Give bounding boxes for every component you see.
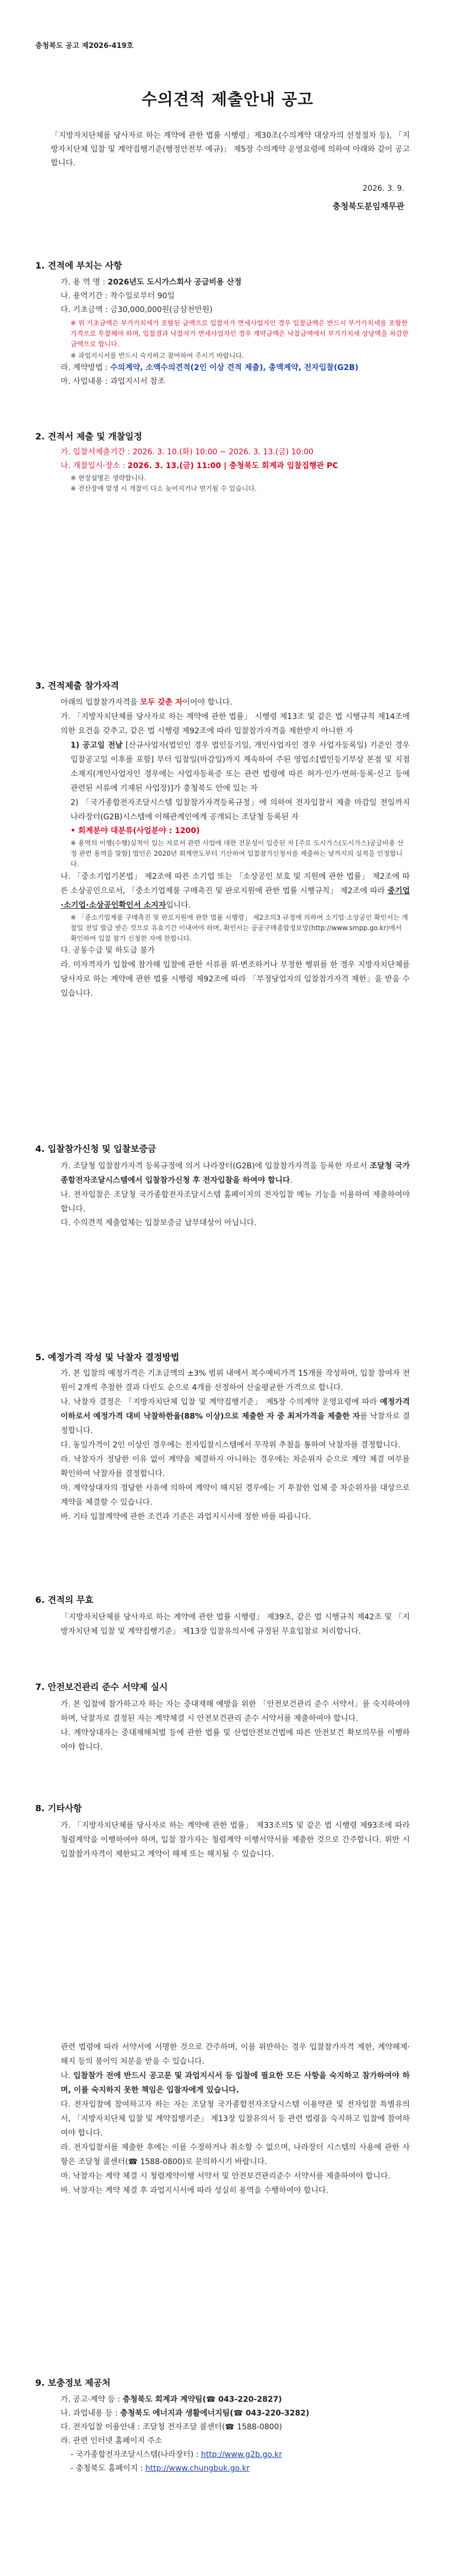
s5-item-ga: 가. 본 입찰의 예정가격은 기초금액의 ±3% 범위 내에서 복수예비가격 15개를 작성하며, 입찰 참여자 전원이 2개씩 추첨한 결과 다빈도 순으로 4개를 선정하여 산술평균한 가격으로 합니다. [61, 1369, 410, 1392]
s1-task-note: ※ 과업지시서를 반드시 숙지하고 참여하여 주시기 바랍니다. [71, 352, 244, 359]
s3-item-na: 나. 「중소기업기본법」 제2조에 따른 소기업 또는 「소상공인 보호 및 지원에 관한 법률」 제2조에 따른 소상공인으로서, 「중소기업제품 구매촉진 및 판로지원에 관한 법률 시행규칙」 제2조에 따라 중기업·소기업·소상공인확인서 소지자입니다. [61, 872, 410, 910]
section-1-heading: 1. 견적에 부치는 사항 [35, 260, 122, 271]
s3-item-ra: 라. 미자격자가 입찰에 참가해 입찰에 관한 서류를 위·변조하거나 부정한 행위를 한 경우 지방자치단체를 당사자로 하는 계약에 관한 법률 시행령 제92조에 따라 「부정당업자의 입찰참가자격 제한」을 받을 수 있습니다. [61, 960, 410, 998]
s8-item-ma: 마. 낙찰자는 계약 체결 시 청렴계약이행 서약서 및 안전보건관리준수 서약서를 제출하여야 합니다. [61, 2172, 391, 2181]
notice-number: 충청북도 공고 제2026-419호 [35, 42, 134, 50]
s5-item-ra: 라. 낙찰자가 정당한 이유 없이 계약을 체결하지 아니하는 경우에는 차순위자 순으로 계약 체결 여부를 확인하여 낙찰자를 결정합니다. [61, 1455, 410, 1478]
intro-paragraph: 「지방자치단체를 당사자로 하는 계약에 관한 법률 시행령」제30조(수의계약 대상자의 선정절차 등), 「지방자치단체 입찰 및 계약집행기준(행정안전부 예규)」 제5장 수의계약 운영요령에 의하여 아래와 같이 공고합니다. [51, 131, 410, 168]
s5-item-ba: 바. 기타 입찰계약에 관한 조건과 기준은 과업지시서에 정한 바를 따릅니다. [61, 1512, 311, 1521]
s4-item-da: 다. 수의견적 제출업체는 입찰보증금 납부대상이 아닙니다. [61, 1219, 257, 1227]
g2b-link[interactable]: http://www.g2b.go.kr [201, 2450, 282, 2459]
notice-date: 2026. 3. 9. [362, 184, 404, 193]
s4-item-ga: 가. 조달청 입찰참가자격 등록규정에 의거 나라장터(G2B)에 입찰참가자격을 등록한 자로서 조달청 국가종합전자조달시스템에서 입찰참가신청 후 전자입찰을 하여야 합니다. [61, 1162, 410, 1185]
s3-item-ga-2-note: • 회계분야 대분류(사업분야 : 1200) [71, 827, 200, 835]
section-2-heading: 2. 견적서 제출 및 개찰일정 [35, 431, 143, 442]
s9-item-da: 다. 전자입찰 이용안내 : 조달청 전자조달 콜센터(☎ 1588-0800) [61, 2423, 282, 2432]
s1-item-service-name: 가. 용 역 명 : 2026년도 도시가스회사 공급비용 산정 [61, 278, 242, 287]
s8-item-ga: 가. 「지방자치단체를 당사자로 하는 계약에 관한 법률」 제33조의5 및 같은 법 시행령 제93조에 따라 청렴계약을 이행하여야 하며, 입찰 참가자는 청렴계약 이행서약서를 제출한 것으로 간주합니다. 위반 시 입찰참가자격이 제한되고 계약이 해제 또는 해지될 수 있습니다. [61, 1821, 410, 1859]
section-8-body [51, 1818, 410, 1861]
s5-item-na: 나. 낙찰자 결정은 「지방자치단체 입찰 및 계약집행기준」 제5장 수의계약 운영요령에 따라 예정가격 이하로서 예정가격 대비 낙찰하한율(88% 이상)으로 제출한 자 중 최저가격을 제출한 자를 낙찰자로 결정합니다. [61, 1398, 410, 1435]
s1-item-base-amount: 다. 기초금액 : 금30,000,000원(금삼천만원) [61, 305, 213, 314]
s3-item-na-note: ※ 「중소기업제품 구매촉진 및 판로지원에 관한 법률 시행령」 제2조의3 규정에 의하여 소기업·소상공인 확인서는 개찰일 전일 발급 받은 것으로 유효기간 이내여야 하며, 확인서는 공공구매종합정보망(http://www.smpp.go.kr)에서 확인하여 입찰 참가 신청한 자에 한합니다. [71, 914, 408, 942]
s9-item-ga: 가. 공고·계약 등 : 충청북도 회계과 계약팀(☎ 043-220-2827) [61, 2395, 282, 2404]
s6-text: 「지방자치단체를 당사자로 하는 계약에 관한 법률 시행령」 제39조, 같은 법 시행규칙 제42조 및 「지방자치단체 입찰 및 계약집행기준」 제13장 입찰유의서에 규정된 무효입찰로 처리합니다. [61, 1613, 410, 1636]
section-9-heading: 9. 보충정보 제공처 [35, 2378, 111, 2388]
s8-item-da: 다. 전자입찰에 참여하고자 하는 자는 조달청 국가종합전자조달시스템 이용약관 및 전자입찰 특별유의서, 「지방자치단체 입찰 및 계약집행기준」 제13장 입찰유의서 등 관련 법령을 숙지하고 입찰에 참여하여야 합니다. [61, 2100, 410, 2138]
s7-item-na: 나. 계약상대자는 중대재해처벌 등에 관한 법률 및 산업안전보건법에 따른 안전보건 확보의무를 이행하여야 합니다. [61, 1729, 410, 1752]
section-7-heading: 7. 안전보건관리 준수 서약제 실시 [35, 1682, 168, 1692]
s3-item-da: 다. 공동수급 및 하도급 불가 [61, 946, 155, 955]
s2-opening-schedule: 나. 개찰일시·장소 : 2026. 3. 13.(금) 11:00 | 충청북도 회계과 입찰집행관 PC [61, 461, 338, 470]
section-1-body [51, 276, 410, 389]
section-3-body [51, 696, 410, 1001]
section-6-heading: 6. 견적의 무효 [35, 1595, 94, 1605]
issuer: 충청북도분임재무관 [332, 201, 404, 211]
s1-vat-note: ※ 위 기초금액은 부가가치세가 포함된 금액으로 입찰자가 면세사업자인 경우 입찰금액은 반드시 부가가치세를 포함한 가격으로 투찰해야 하며, 입찰결과 낙찰자가 면세사업자인 경우 계약금액은 낙찰금액에서 부가가치세 상당액을 차감한 금액으로 합니다. [71, 319, 409, 348]
section-5-body [51, 1366, 410, 1524]
s9-link-g2b: - 국가종합전자조달시스템(나라장터) : http://www.g2b.go.kr [71, 2450, 282, 2459]
s7-item-ga: 가. 본 입찰에 참가하고자 하는 자는 중대재해 예방을 위한 「안전보건관리 준수 서약서」를 숙지하여야 하며, 낙찰자로 결정된 자는 계약체결 시 안전보건관리 준수 서약서를 제출하여야 합니다. [61, 1700, 410, 1723]
section-4-heading: 4. 입찰참가신청 및 입찰보증금 [35, 1144, 156, 1154]
section-5-heading: 5. 예정가격 작성 및 낙찰자 결정방법 [35, 1352, 180, 1362]
chungbuk-link[interactable]: http://www.chungbuk.go.kr [145, 2464, 250, 2473]
s1-item-period: 나. 용역기간 : 착수일로부터 90일 [61, 292, 175, 300]
s9-item-ra: 라. 관련 인터넷 홈페이지 주소 [61, 2437, 162, 2445]
section-2-body [51, 446, 410, 494]
s3-lead: 아래의 입찰참가자격을 모두 갖춘 자이어야 합니다. [61, 698, 232, 707]
s9-link-chungbuk: - 충청북도 홈페이지 : http://www.chungbuk.go.kr [71, 2464, 250, 2473]
s8-item-ba: 바. 낙찰자는 계약 체결 후 과업지시서에 따라 성실히 용역을 수행하여야 합니다. [61, 2186, 329, 2195]
s4-item-na: 나. 전자입찰은 조달청 국가종합전자조달시스템 홈페이지의 전자입찰 메뉴 기능을 이용하여 제출하여야 합니다. [61, 1190, 410, 1214]
s2-note-briefing: ※ 현장설명은 생략합니다. [71, 474, 147, 482]
section-7-body [51, 1697, 410, 1754]
s8-item-ra: 라. 전자입찰서를 제출한 후에는 이를 수정하거나 취소할 수 없으며, 나라장터 시스템의 사용에 관한 사항은 조달청 콜센터(☎ 1588-0800)로 문의하시기 바랍니다. [61, 2143, 410, 2166]
s5-item-da: 다. 동일가격이 2인 이상인 경우에는 전자입찰시스템에서 무작위 추첨을 통하여 낙찰자를 결정합니다. [61, 1441, 400, 1450]
s8-item-na: 나. 입찰참가 전에 반드시 공고문 및 과업지시서 등 입찰에 필요한 모든 사항을 숙지하고 참가하여야 하며, 이를 숙지하지 못한 책임은 입찰자에게 있습니다. [61, 2071, 410, 2095]
s8-item-ga-cont: 관련 법령에 따라 서약서에 서명한 것으로 간주하며, 이를 위반하는 경우 입찰참가자격 제한, 계약해제·해지 등의 불이익 처분을 받을 수 있습니다. [61, 2043, 410, 2066]
section-3-heading: 3. 견적제출 참가자격 [35, 680, 119, 691]
section-4-body [51, 1159, 410, 1230]
s3-item-ga-1: 1) 공고일 전날 [산규사업자(법인인 경우 법인등기일, 개인사업자인 경우 사업자등록일) 기준인 경우 입찰공고일 이후를 포함] 부터 입찰일(마감일)까지 계속하여 주된 영업소[법인등기부상 본점 및 지점 소재지(개인사업자인 경우에는 사업자등록증 또는 관련 법령에 따른 허가·인가·면허·등록·신고 등에 관련된 서류에 기재된 사업장)]가 충청북도 안에 있는 자 [71, 741, 410, 793]
section-8-heading: 8. 기타사항 [35, 1803, 82, 1813]
s5-item-ma: 마. 계약상대자의 정당한 사유에 의하여 계약이 해지된 경우에는 기 투찰한 업체 중 차순위자를 대상으로 계약을 체결할 수 있습니다. [61, 1484, 410, 1507]
s3-item-ga-small-note: ※ 용역의 이행(수행)실적이 있는 자로서 관련 사업에 대한 전문성이 입증된 자 [주로 도시가스(도시가스)공급비용 산정 관련 용역을 말함] 법인은 2020년 회계연도부터 기산하여 입찰참가신청서를 제출하는 날까지의 실적을 인정합니다. [71, 839, 404, 868]
s3-item-ga: 가. 「지방자치단체를 당사자로 하는 계약에 관한 법률」 시행령 제13조 및 같은 법 시행규칙 제14조에 의한 요건을 갖추고, 같은 법 시행령 제92조에 따라 입찰참가자격을 제한받지 아니한 자 [61, 712, 410, 736]
section-8-body-cont [51, 2040, 410, 2198]
section-9-body [51, 2393, 410, 2476]
page-title: 수의견적 제출안내 공고 [141, 90, 314, 109]
s1-item-content: 마. 사업내용 : 과업지시서 참조 [61, 377, 165, 386]
s9-item-na: 나. 과업내용 등 : 충청북도 에너지과 생활에너지팀(☎ 043-220-3282) [61, 2409, 310, 2418]
s1-item-contract-method: 라. 계약방법 : 수의계약, 소액수의견적(2인 이상 견적 제출), 총액계약, 전자입찰(G2B) [61, 363, 359, 372]
s2-note-outage: ※ 전산장애 발생 시 개찰이 다소 늦어지거나 연기될 수 있습니다. [71, 485, 257, 492]
s2-submission-period: 가. 입찰서제출기간 : 2026. 3. 10.(화) 10:00 ~ 2026. 3. 13.(금) 10:00 [61, 448, 314, 457]
section-6-body [51, 1610, 410, 1639]
s3-item-ga-2: 2) 「국가종합전자조달시스템 입찰참가자격등록규정」에 의하여 전자입찰서 제출 마감일 전일까지 나라장터(G2B)시스템에 이해관계인에게 공개되는 조달청 등록된 자 [71, 798, 410, 822]
